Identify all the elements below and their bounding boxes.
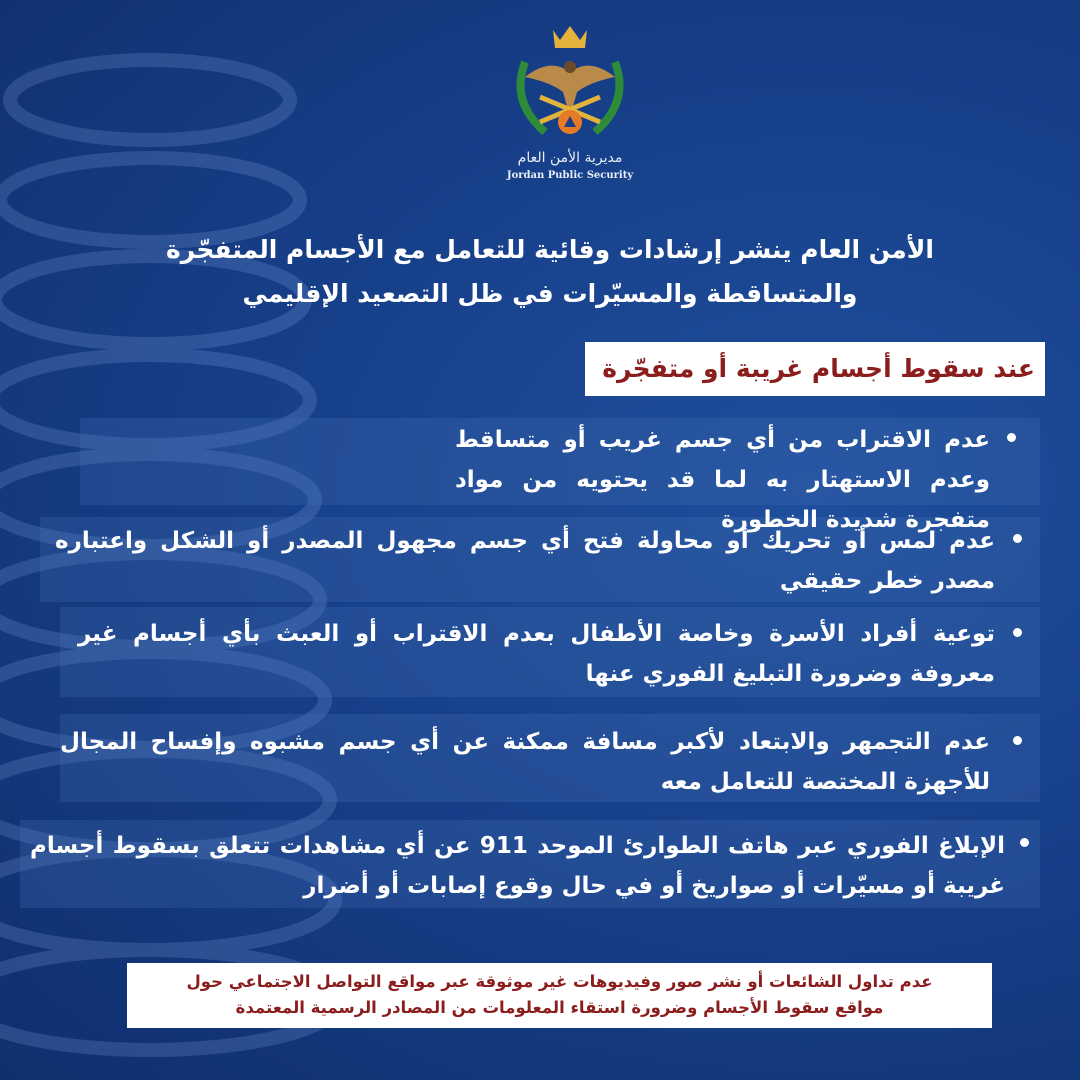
rumors-warning-note: [127, 963, 992, 1028]
bullet-icon: [1007, 433, 1016, 442]
org-name-english: Jordan Public Security: [506, 170, 634, 181]
note-line-2: مواقع سقوط الأجسام وضرورة استقاء المعلومات من المصادر الرسمية المعتمدة: [235, 998, 884, 1017]
title-line-1: الأمن العام ينشر إرشادات وقائية للتعامل مع الأجسام المتفجّرة: [166, 235, 934, 264]
section-heading: عند سقوط أجسام غريبة أو متفجّرة: [585, 342, 1045, 396]
list-item: عدم لمس أو تحريك أو محاولة فتح أي جسم مجهول المصدر أو الشكل واعتباره مصدر خطر حقيقي: [55, 528, 995, 594]
list-item: عدم الاقتراب من أي جسم غريب أو متساقط وعدم الاستهتار به لما قد يحتويه من مواد متفجرة شديدة الخطورة: [455, 427, 990, 533]
bullet-icon: [1013, 628, 1022, 637]
page-title: [120, 228, 980, 316]
public-security-emblem-logo: [505, 22, 635, 147]
list-item: توعية أفراد الأسرة وخاصة الأطفال بعدم الاقتراب أو العبث بأي أجسام غير معروفة وضرورة التبليغ الفوري عنها: [78, 621, 995, 687]
bullet-icon: [1013, 534, 1022, 543]
title-line-2: والمتساقطة والمسيّرات في ظل التصعيد الإقليمي: [242, 279, 858, 308]
note-line-1: عدم تداول الشائعات أو نشر صور وفيديوهات غير موثوقة عبر مواقع التواصل الاجتماعي حول: [186, 972, 933, 991]
list-item: عدم التجمهر والابتعاد لأكبر مسافة ممكنة عن أي جسم مشبوه وإفساح المجال للأجهزة المختصة للتعامل معه: [60, 729, 990, 795]
list-item: الإبلاغ الفوري عبر هاتف الطوارئ الموحد 911 عن أي مشاهدات تتعلق بسقوط أجسام غريبة أو مسيّرات أو صواريخ أو في حال وقوع إصابات أو أضرار: [30, 833, 1006, 899]
bullet-icon: [1020, 838, 1029, 847]
org-name-arabic: مديرية الأمن العام: [517, 150, 623, 166]
bullet-icon: [1013, 736, 1022, 745]
